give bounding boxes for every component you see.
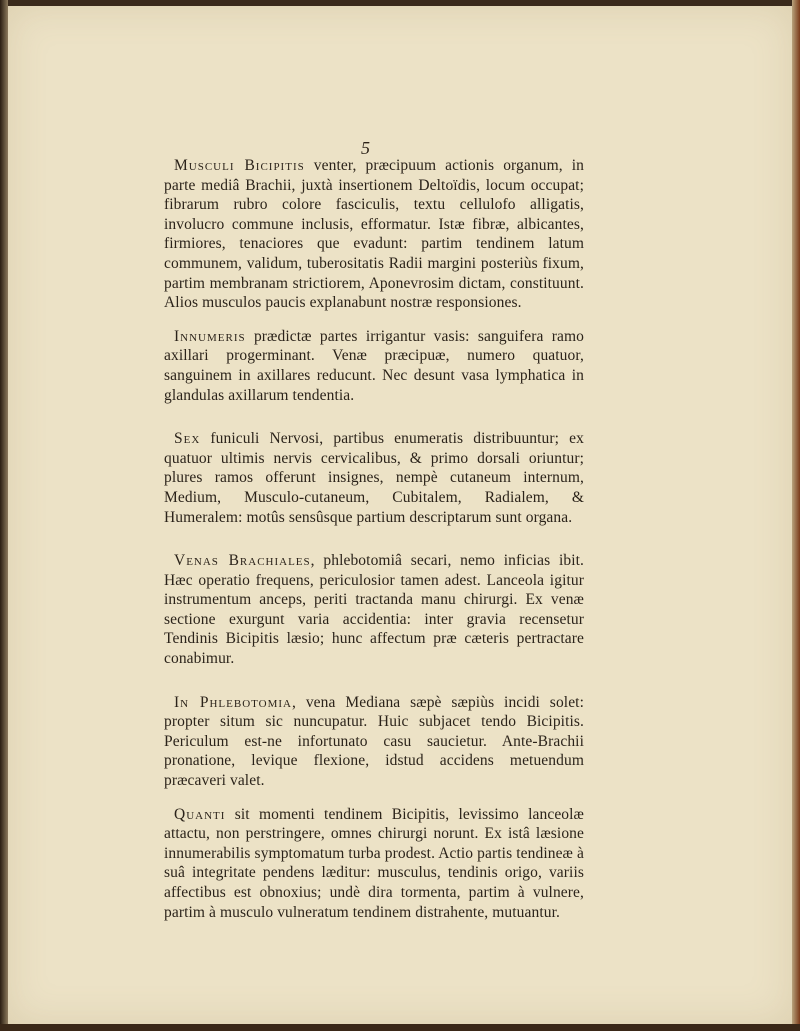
bottom-edge [0, 1024, 800, 1031]
paragraph-text: funiculi Nervosi, partibus enumeratis distribuuntur; ex quatuor ultimis nervis cervicalibus, & primo dorsali oriuntur; plures ramos offerunt insignes, nempè cutaneum internum, Medium, Musculo-cutaneum, Cubitalem, Radialem, & Humeralem: motûs sensûsque partium descriptarum sunt organa. [164, 430, 584, 526]
paragraph-text: venter, præcipuum actionis organum, in parte mediâ Brachii, juxtà insertionem Deltoïdis, locum occupat; fibrarum rubro colore fasciculis, textu cellulofo alligatis, involucro commune inclusis, efformatur. Istæ fibræ, albicantes, firmiores, tenaciores que evadunt: partim tendinem latum communem, validum, tuberositatis Radii margini posteriùs fixum, partim membranam strictiorem, Aponevrosim dictam, constituunt. Alios musculos paucis explanabunt nostræ responsiones. [164, 157, 584, 312]
paragraph-text: , phlebotomiâ secari, nemo inficias ibit. Hæc operatio frequens, periculosior tamen adest. Lanceola igitur instrumentum anceps, periti tractanda manu chirurgi. Ex venæ sectione exurgunt varia accidentia: inter gravia recensetur Tendinis Bicipitis læsio; hunc affectum præ cæteris pertractare conabimur. [164, 552, 584, 668]
paragraph-lead: Innumeris [174, 327, 246, 345]
paragraph-innumeris [164, 327, 584, 405]
paragraph-text: prædictæ partes irrigantur vasis: sanguifera ramo axillari progerminant. Venæ præcipuæ, numero quatuor, sanguinem in axillares reducunt. Nec desunt vasa lymphatica in glandulas axillarum tendentia. [164, 327, 584, 404]
paragraph-lead: Venas Brachiales [174, 552, 311, 570]
paragraph-text: sit momenti tendinem Bicipitis, levissimo lanceolæ attactu, non perstringere, omnes chirurgi norunt. Ex istâ læsione innumerabilis symptomatum turba prodest. Actio partis tendineæ à suâ integritate pendens læditur: musculus, tendinis origo, variis affectibus est obnoxius; undè dira tormenta, partim à vulnere, partim à musculo vulneratum tendinem distrahente, mutuantur. [164, 805, 584, 921]
paragraph-phlebotomia [164, 693, 584, 791]
paragraph-lead: Quanti [174, 805, 226, 823]
paragraph-quanti [164, 805, 584, 923]
paragraph-venas [164, 551, 584, 669]
paragraph-lead: Musculi Bicipitis [174, 157, 305, 174]
page-number: 5 [361, 138, 370, 158]
body-text [164, 156, 584, 922]
paragraph-sex [164, 429, 584, 527]
paragraph-lead: Sex [174, 430, 201, 448]
paragraph-text: , vena Mediana sæpè sæpiùs incidi solet: propter situm sic nuncupatur. Huic subjacet tendo Bicipitis. Periculum est-ne infortunato casu saucietur. Ante-Brachii pronatione, levique flexione, idstud accidens metuendum præcaveri valet. [164, 693, 584, 790]
book-gutter [0, 0, 8, 1031]
paragraph-lead: In Phlebotomia [174, 693, 292, 711]
paragraph-musculi [164, 156, 584, 313]
page-edge [792, 0, 800, 1031]
